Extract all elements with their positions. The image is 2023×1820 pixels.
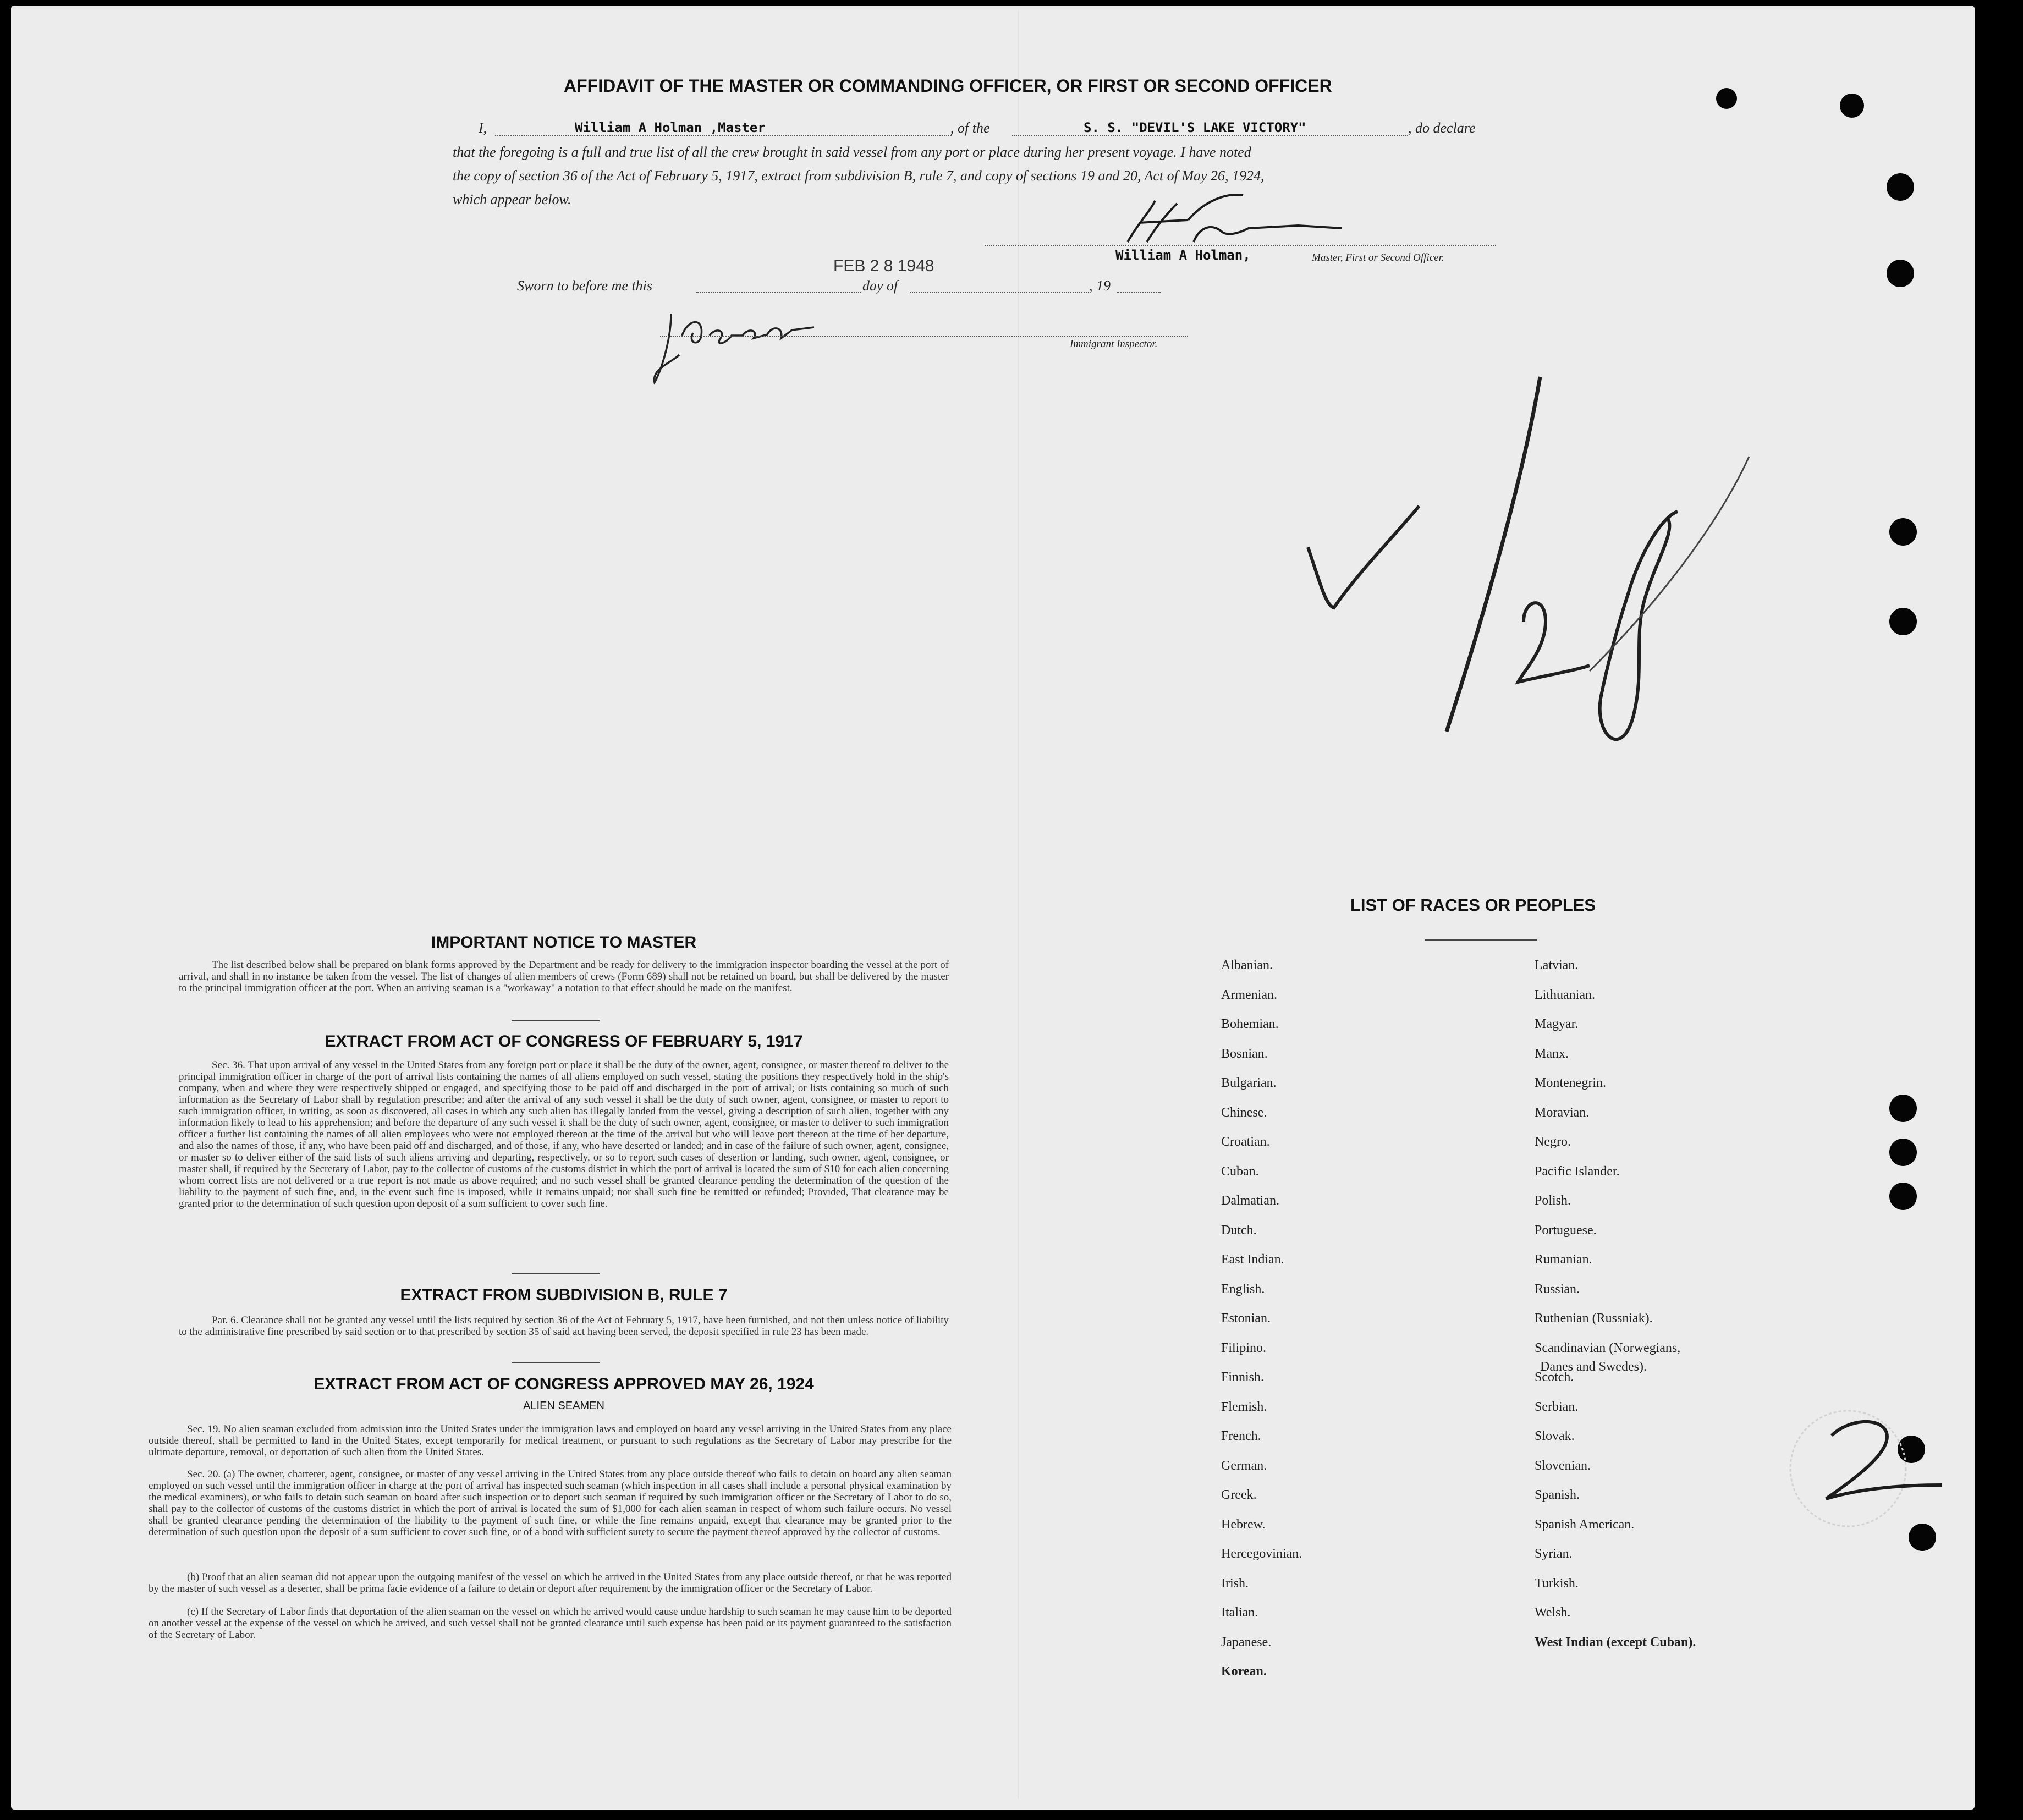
binder-hole <box>1716 88 1737 109</box>
sec20b-paragraph: (b) Proof that an alien seaman did not appear upon the outgoing manifest of the vessel on which he arrived in the United States from any place outside thereof, or that he was reported by the master of such vessel as a deserter, shall be prima facie evidence of a failure to detain or deport after requirement by the immigration officer or the Secretary of Labor. <box>149 1571 952 1594</box>
stamp-date: FEB 2 8 1948 <box>833 257 934 275</box>
year-label: , 19 <box>1089 278 1111 294</box>
race-item: Bulgarian. <box>1221 1076 1277 1090</box>
race-item: Korean. <box>1221 1664 1267 1679</box>
notice-body: The list described below shall be prepared on blank forms approved by the Department and be ready for delivery to the immigration inspector boarding the vessel at the port of arrival, and shall in no instance be taken from the vessel. The list of changes of alien members of crews (Form 689) shall not be retained on board, but shall be delivered by the master to the principal immigration officer at the port. When an arriving seaman is a "workaway" a notation to that effect should be made on the manifest. <box>179 959 949 994</box>
race-item: English. <box>1221 1282 1265 1296</box>
race-item: Negro. <box>1535 1135 1571 1149</box>
race-item: Greek. <box>1221 1488 1257 1502</box>
race-item: Slovak. <box>1535 1429 1575 1443</box>
race-item: West Indian (except Cuban). <box>1535 1635 1696 1649</box>
race-item: Russian. <box>1535 1282 1580 1296</box>
race-item: Hebrew. <box>1221 1517 1266 1532</box>
binder-hole <box>1889 608 1917 635</box>
divider <box>512 1273 600 1274</box>
race-item: Welsh. <box>1535 1605 1571 1620</box>
race-item: Albanian. <box>1221 958 1273 972</box>
day-field-line <box>696 278 861 293</box>
extract-1917-body: Sec. 36. That upon arrival of any vessel in the United States from any foreign port or place it shall be the duty of the owner, agent, consignee, or master thereof to deliver to the principal immigration officer in charge of the port of arrival lists containing the names of all aliens employed on such vessel, stating the positions they respectively hold in the ship's company, when and where they were respectively shipped or engaged, and specifying those to be paid off and discharged in the port of arrival; or lists containing so much of such information as the Secretary of Labor shall by regulation prescribe; and after the arrival of any such vessel it shall be the duty of such owner, agent, consignee, or master to report to such immigration officer, in writing, as soon as discovered, all cases in which any such alien has illegally landed from the vessel, giving a description of such alien, together with any information likely to lead to his apprehension; and before the departure of any such vessel it shall be the duty of such owner, agent, consignee, or master to deliver to such immigration officer a further list containing the names of all alien employees who were not employed thereon at the time of the arrival but who will leave port thereon at the time of her departure, and also the names of those, if any, who have been paid off and discharged, and of those, if any, who have deserted or landed; and in case of the failure of such owner, agent, consignee, or master so to deliver either of the said lists of such aliens arriving and departing, respectively, or so to report such cases of desertion or landing, such owner, agent, consignee, or master shall, if required by the Secretary of Labor, pay to the collector of customs of the customs district in which the port of arrival is located the sum of $10 for each alien concerning whom correct lists are not delivered or a true report is not made as above required; and no such vessel shall be granted clearance pending the determination of the question of the liability to the payment of such fine, and, in the event such fine is imposed, while it remains unpaid; nor shall such fine be remitted or refunded; Provided, That clearance may be granted prior to the determination of such question upon deposit of a sum sufficient to cover such fine. <box>179 1059 949 1209</box>
races-title: LIST OF RACES OR PEOPLES <box>1350 895 1596 915</box>
sec20c-paragraph: (c) If the Secretary of Labor finds that deportation of the alien seaman on the vessel on which he arrived would cause undue hardship to such seaman he may cause him to be deported on another vessel at the expense of the vessel on which he arrived, and such vessel shall not be granted clearance until such expense has been paid or its payment guaranteed to the satisfaction of the Secretary of Labor. <box>149 1606 952 1641</box>
race-item: Japanese. <box>1221 1635 1272 1649</box>
sec20a-paragraph: Sec. 20. (a) The owner, charterer, agent, consignee, or master of any vessel arriving in the United States from any place outside thereof who fails to detain on board any alien seaman employed on such vessel until the immigration officer in charge at the port of arrival has inspected such seaman (which inspection in all cases shall include a personal physical examination by the medical examiners), or who fails to detain such seaman on board after such inspection or to deport such seaman if required by such immigration officer or the Secretary of Labor to do so, shall pay to the collector of customs of the customs district in which the port of arrival is located the sum of $1,000 for each alien seaman in respect of whom such failure occurs. No vessel shall be granted clearance pending the determination of the liability to the payment of such fine, or while the fine remains unpaid, except that clearance may be granted prior to the determination of such question upon the deposit of a sum sufficient to cover such fine, or of a bond with sufficient surety to secure the payment thereof approved by the collector of customs. <box>149 1469 952 1538</box>
race-item: Croatian. <box>1221 1135 1270 1149</box>
year-field-line <box>1117 278 1161 293</box>
race-item: Armenian. <box>1221 987 1277 1002</box>
race-item: Moravian. <box>1535 1105 1590 1120</box>
divider <box>512 1362 600 1363</box>
month-field-line <box>910 278 1089 293</box>
affidavit-title: AFFIDAVIT OF THE MASTER OR COMMANDING OFFICER, OR FIRST OR SECOND OFFICER <box>564 76 1332 96</box>
race-item: Hercegovinian. <box>1221 1547 1302 1561</box>
binder-hole <box>1889 518 1917 546</box>
race-item: Cuban. <box>1221 1164 1259 1179</box>
race-item: Chinese. <box>1221 1105 1267 1120</box>
signer-typed-name: William A Holman, <box>1115 248 1251 263</box>
race-item: Dalmatian. <box>1221 1194 1279 1208</box>
binder-hole <box>1887 260 1914 287</box>
extract-rule7-body: Par. 6. Clearance shall not be granted any vessel until the lists required by section 36 of the Act of February 5, 1917, have been furnished, and not then unless notice of liability to the administrative fine prescribed by said section or to that prescribed by section 35 of said act having been served, the deposit specified in rule 23 has been made. <box>179 1315 949 1338</box>
handwritten-annotation <box>1282 363 1755 770</box>
inspector-signature-line <box>660 325 1188 337</box>
day-of-label: day of <box>862 278 898 294</box>
race-item: Scandinavian (Norwegians, <box>1535 1340 1681 1355</box>
race-item: Irish. <box>1221 1576 1249 1591</box>
notice-title: IMPORTANT NOTICE TO MASTER <box>431 933 697 952</box>
sworn-line <box>517 278 1194 298</box>
race-item: Polish. <box>1535 1194 1571 1208</box>
sec19-paragraph: Sec. 19. No alien seaman excluded from admission into the United States under the immigration laws and employed on board any vessel arriving in the United States from any place outside thereof, shall be permitted to land in the United States, except temporarily for medical treatment, or pursuant to such regulations as the Secretary of Labor may prescribe for the ultimate departure, removal, or deportation of such alien from the United States. <box>149 1423 952 1458</box>
extract-1924-title: EXTRACT FROM ACT OF CONGRESS APPROVED MAY 26, 1924 <box>314 1375 814 1393</box>
sworn-before-label: Sworn to before me this <box>517 278 653 294</box>
race-item: Ruthenian (Russniak). <box>1535 1311 1653 1326</box>
binder-hole <box>1889 1183 1917 1210</box>
race-item: East Indian. <box>1221 1252 1284 1267</box>
vessel-name: S. S. "DEVIL'S LAKE VICTORY" <box>1084 120 1306 135</box>
divider <box>512 1020 600 1021</box>
race-item: Syrian. <box>1535 1547 1573 1561</box>
race-item: Finnish. <box>1221 1370 1265 1384</box>
race-item: Pacific Islander. <box>1535 1164 1620 1179</box>
race-item: Rumanian. <box>1535 1252 1592 1267</box>
i-label: I, <box>479 120 487 136</box>
race-item: Slovenian. <box>1535 1458 1591 1473</box>
race-item: Italian. <box>1221 1605 1258 1620</box>
race-item: Turkish. <box>1535 1576 1579 1591</box>
race-item: Spanish American. <box>1535 1517 1635 1532</box>
affidavit-line4: which appear below. <box>453 191 571 207</box>
race-item: Scotch. <box>1535 1370 1574 1384</box>
race-item: Dutch. <box>1221 1223 1257 1238</box>
race-item: Magyar. <box>1535 1017 1579 1031</box>
race-item: Manx. <box>1535 1046 1569 1061</box>
binder-hole <box>1887 173 1914 201</box>
do-declare-label: , do declare <box>1408 120 1476 136</box>
binder-hole <box>1889 1139 1917 1166</box>
inspector-label: Immigrant Inspector. <box>1070 338 1158 350</box>
race-item: Bosnian. <box>1221 1046 1268 1061</box>
master-name: William A Holman ,Master <box>575 120 766 135</box>
inspector-signature <box>649 303 831 391</box>
extract-1917-title: EXTRACT FROM ACT OF CONGRESS OF FEBRUARY 5, 1917 <box>325 1032 803 1051</box>
alien-seamen-subtitle: ALIEN SEAMEN <box>523 1400 604 1412</box>
race-item: Estonian. <box>1221 1311 1271 1326</box>
race-item: Portuguese. <box>1535 1223 1597 1238</box>
handwritten-number <box>1799 1408 1953 1518</box>
race-item: Serbian. <box>1535 1399 1579 1414</box>
race-item: Flemish. <box>1221 1399 1267 1414</box>
race-item: Montenegrin. <box>1535 1076 1606 1090</box>
affidavit-line3: the copy of section 36 of the Act of February 5, 1917, extract from subdivision B, rule 7, and copy of sections 19 and 20, Act of May 26, 1924, <box>453 168 1265 184</box>
race-item: Bohemian. <box>1221 1017 1279 1031</box>
master-signature <box>1117 190 1348 250</box>
affidavit-line2: that the foregoing is a full and true list of all the crew brought in said vessel from any port or place during her present voyage. I have noted <box>453 144 1251 160</box>
race-item: German. <box>1221 1458 1267 1473</box>
race-item: Latvian. <box>1535 958 1579 972</box>
extract-rule7-title: EXTRACT FROM SUBDIVISION B, RULE 7 <box>400 1286 728 1304</box>
race-item: Filipino. <box>1221 1340 1267 1355</box>
binder-hole <box>1889 1095 1917 1122</box>
race-item: French. <box>1221 1429 1261 1443</box>
divider <box>1425 939 1537 941</box>
of-the-label: , of the <box>950 120 990 136</box>
affidavit-line1 <box>479 120 1502 140</box>
document-page <box>11 6 1975 1810</box>
race-item: Danes and Swedes). <box>1540 1359 1647 1374</box>
race-item: Spanish. <box>1535 1488 1580 1502</box>
race-item: Lithuanian. <box>1535 987 1595 1002</box>
signer-role-label: Master, First or Second Officer. <box>1312 252 1444 263</box>
binder-hole <box>1840 94 1864 118</box>
